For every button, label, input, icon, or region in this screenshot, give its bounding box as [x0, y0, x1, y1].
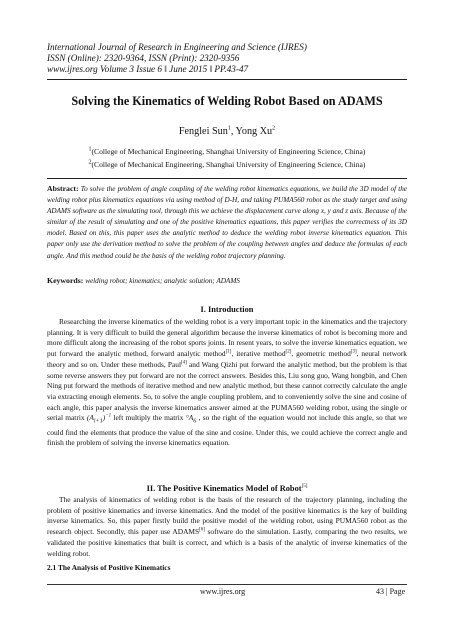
paragraph: [47, 317, 407, 449]
abstract-label: Abstract:: [47, 184, 79, 193]
abstract-divider: [47, 178, 407, 179]
journal-volume: www.ijres.org Volume 3 Issue 6 ǁ June 2015 ǁ PP.43-47: [47, 64, 249, 74]
author-affiliation-mark: 2: [272, 125, 276, 132]
citation: [1]: [225, 349, 232, 355]
section-heading-introduction: I. Introduction: [200, 305, 254, 314]
author-name: Yong Xu: [235, 126, 273, 137]
header-divider: [47, 79, 407, 80]
paragraph-text: , neural network theory and so on. Under these methods, Paul: [47, 349, 407, 369]
affiliation-text: (College of Mechanical Engineering, Shanghai University of Engineering Science, China): [91, 147, 366, 156]
page-number: 43 | Page: [376, 587, 406, 596]
inline-formula: [185, 413, 197, 425]
abstract: [47, 183, 407, 262]
formula-text: °A: [185, 413, 194, 423]
paragraph: [47, 495, 407, 559]
citation: [4]: [181, 360, 187, 366]
affiliation-text: (College of Mechanical Engineering, Shanghai University of Engineering Science, China): [91, 160, 366, 169]
formula-subscript: i+1: [93, 418, 103, 425]
paragraph-text: left multiply the matrix: [111, 413, 186, 423]
footer-divider: [47, 584, 407, 585]
affiliation-mark: 1: [88, 146, 92, 153]
heading-text: II. The Positive Kinematics Model of Robot: [146, 484, 302, 493]
affiliation-mark: 2: [88, 159, 92, 166]
paragraph-text: , so the right of the equation would not include this angle, so that we could find the elements that produce the value of the sine and cosine. Under this, we could achieve the correct angle and finish the problem of solving the inverse kinematics equation.: [47, 413, 407, 448]
affiliation: [47, 147, 407, 156]
abstract-text: To solve the problem of angle coupling of the welding robot kinematics equations, we build the 3D model of the welding robot plus kinematics equations via using method of D-H, and taking PUMA560 robot as the study target and using ADAMS software as the simulating tool, through this we achieve the displacement curve along x, y and z axis. Because of the similar of the result of simulating and one of the positive kinematics equations, this paper verifies the correctness of its 3D model. Based on this, this paper uses the analytic method to deduce the welding robot inverse kinematics equation. This paper only use the derivation method to solve the problem of the coupling between angles and deduce the formulas of each angle. And this method could be the basis of the welding robot trajectory planning.: [47, 185, 407, 260]
journal-name: International Journal of Research in Engineering and Science (IJRES): [47, 42, 307, 52]
citation: [2]: [285, 349, 292, 355]
inline-formula: [86, 413, 112, 425]
paragraph-text: , iterative method: [231, 349, 286, 359]
formula-text: (A: [86, 413, 94, 423]
paragraph-text: Researching the inverse kinematics of the welding robot is a very important topic in the kinematics and the trajectory planning. It is very difficult to build the general algorithm because the inverse kinematics of robot is becoming more and more difficult along the increasing of the robot sports joints. In resent years, to solve the inverse kinematics equation, we put forward the analytic method, forward analytic method: [47, 317, 407, 359]
formula-superscript: −1: [105, 413, 112, 419]
author-affiliation-mark: 1: [227, 125, 231, 132]
citation: [3]: [350, 349, 357, 355]
paragraph-text: , geometric method: [291, 349, 351, 359]
paragraph-text: The analysis of kinematics of welding robot is the basis of the research of the trajectory planning, including the problem of positive kinematics and inverse kinematics. And the model of the positive kinematics is the key of building inverse kinematics. So, this paper firstly build the positive model of the welding robot, using PUMA560 robot as the research object. Secondly, this paper use ADAMS: [47, 495, 407, 537]
author-line: [47, 126, 407, 138]
author-separator: ,: [230, 126, 236, 137]
paragraph-text: and Wang Qizhi put forward the analytic method, but the problem is that some reverse answers they put forward are not the correct answers. Besides this, Liu song guo, Wang hongbin, and Chen Ning put forward the methods of iterative method and new analytic method, but these cannot correctly calculate the angle via extracting enough elements. So, to solve the angle coupling problem, and to conveniently solve the sine and cosine of each angle, this paper analysis the inverse kinematics answer aimed at the PUMA560 welding robot, using the single or serial matrix: [47, 359, 407, 423]
paper-title: Solving the Kinematics of Welding Robot Based on ADAMS: [71, 94, 383, 108]
section-heading-positive-kinematics: [47, 484, 407, 494]
keywords: [47, 276, 407, 286]
keywords-text: welding robot; kinematics; analytic solution; ADAMS: [83, 277, 240, 285]
journal-issn: ISSN (Online): 2320-9364, ISSN (Print): 2320-9356: [47, 53, 240, 63]
affiliation: [47, 160, 407, 169]
citation: [6]: [199, 527, 205, 533]
keywords-label: Keywords:: [47, 276, 84, 285]
subsection-heading: 2.1 The Analysis of Positive Kinematics: [47, 563, 171, 572]
formula-subscript: 6: [193, 418, 197, 425]
journal-header: [47, 42, 427, 75]
introduction-body: [47, 317, 407, 449]
positive-kinematics-body: [47, 495, 407, 559]
paragraph-text: software do the simulation. Lastly, comparing the two results, we validated the positive kinematics that built is correct, and which is a basis of the analytic of inverse kinematics of the welding robot.: [47, 527, 407, 558]
formula-text: ): [102, 413, 106, 423]
footer-website: www.ijres.org: [200, 587, 246, 596]
citation: [5]: [301, 484, 308, 490]
author-name: Fenglei Sun: [178, 126, 228, 137]
